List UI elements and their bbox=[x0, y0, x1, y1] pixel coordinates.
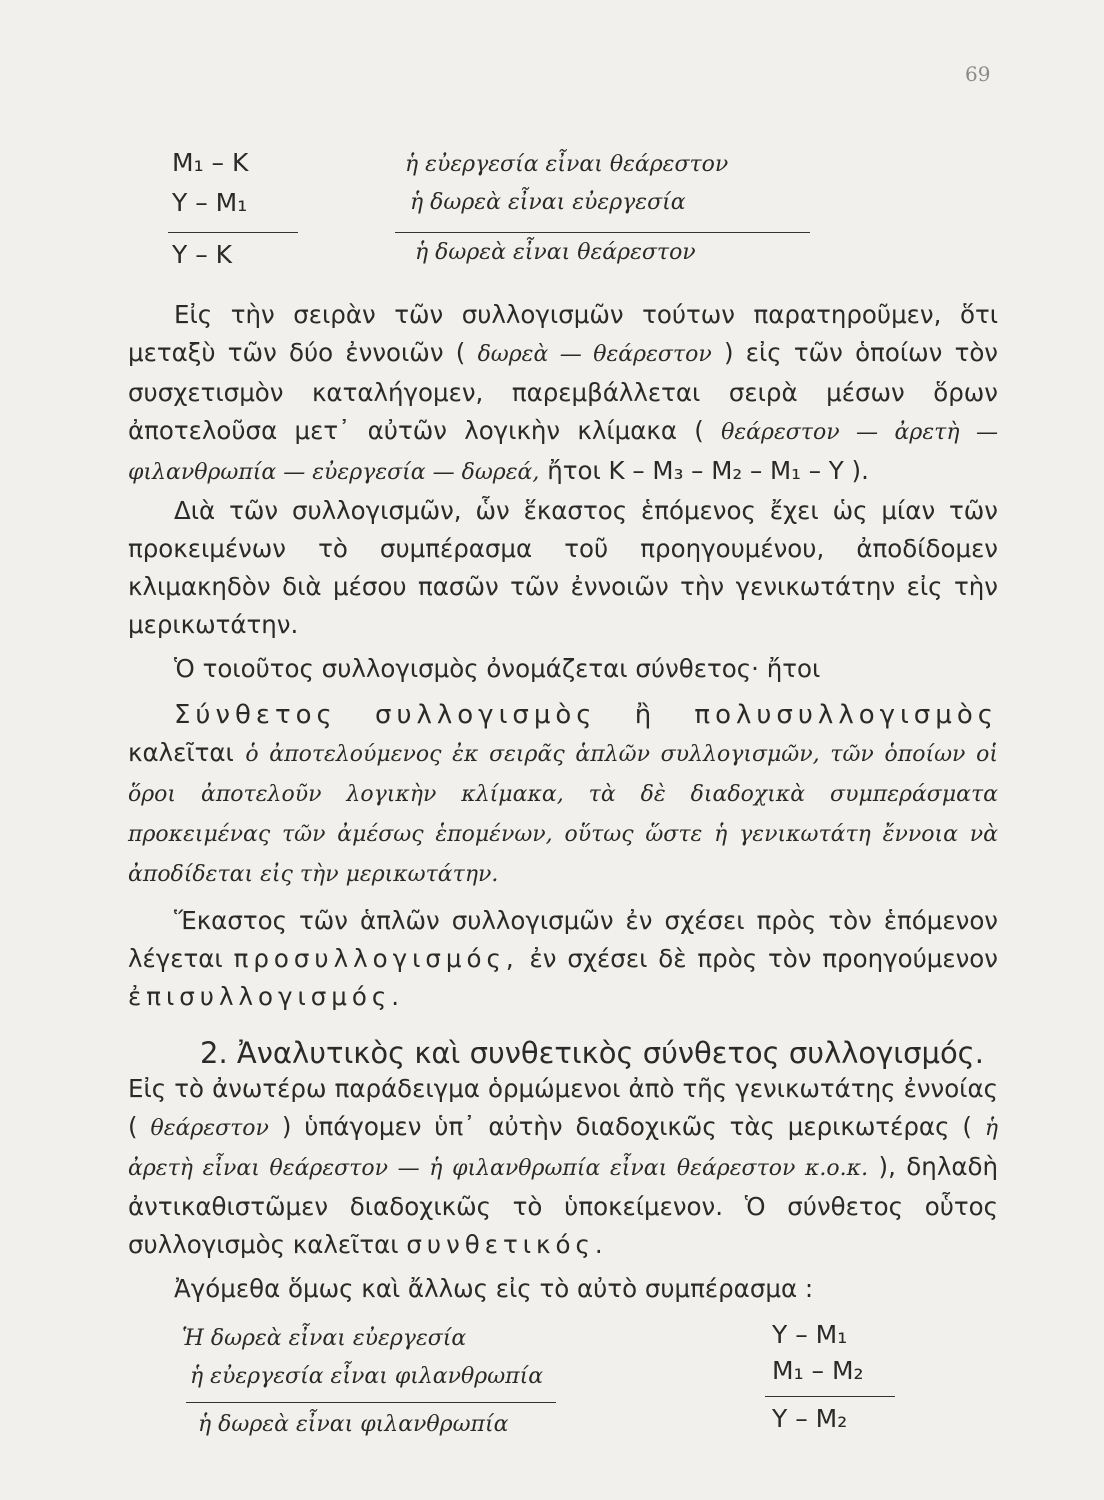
syllogism-statement: ἡ εὐεργεσία εἶναι θεάρεστον bbox=[405, 152, 729, 177]
syllogism-statement: ἡ δωρεὰ εἶναι φιλανθρωπία bbox=[198, 1412, 509, 1437]
syllogism-divider-line bbox=[765, 1396, 895, 1397]
syllogism-divider-line bbox=[186, 1402, 556, 1403]
syllogism-formula: Y – M₁ bbox=[172, 188, 248, 217]
syllogism-statement: ἡ εὐεργεσία εἶναι φιλανθρωπία bbox=[190, 1364, 544, 1389]
body-text-block-1 bbox=[128, 296, 998, 1016]
definition-term: Σύνθετος συλλογισμὸς ἢ πολυσυλλογισμὸς bbox=[174, 700, 998, 730]
paragraph: Ἀγόμεθα ὅμως καὶ ἄλλως εἰς τὸ αὐτὸ συμπέρασμα : bbox=[174, 1274, 814, 1303]
syllogism-divider-line bbox=[168, 232, 298, 233]
paragraph: Διὰ τῶν συλλογισμῶν, ὧν ἕκαστος ἑπόμενος ἔχει ὡς μίαν τῶν προκειμένων τὸ συμπέρασμα τοῦ προηγουμένου, ἀποδίδομεν κλιμακηδὸν διὰ μέσου πασῶν τῶν ἐννοιῶν τὴν γενικωτάτην εἰς τὴν μερικωτάτην. bbox=[128, 496, 998, 639]
page-number: 69 bbox=[965, 62, 991, 86]
section-heading: 2. Ἀναλυτικὸς καὶ συνθετικὸς σύνθετος συλλογισμός. bbox=[200, 1036, 984, 1070]
syllogism-formula: M₁ – M₂ bbox=[772, 1356, 864, 1385]
paragraph: Ἕκαστος τῶν ἁπλῶν συλλογισμῶν ἐν σχέσει πρὸς τὸν ἑπόμενον λέγεται προσυλλογισμός, ἐν σχέσει δὲ πρὸς τὸν προηγούμενον ἐπισυλλογισμός. bbox=[128, 906, 998, 1011]
syllogism-formula: Y – M₁ bbox=[772, 1320, 848, 1349]
paragraph: Ὁ τοιοῦτος συλλογισμὸς ὀνομάζεται σύνθετος· ἤτοι bbox=[174, 654, 821, 683]
syllogism-statement: ἡ δωρεὰ εἶναι εὐεργεσία bbox=[410, 190, 686, 215]
syllogism-formula: Y – M₂ bbox=[772, 1404, 848, 1433]
syllogism-statement: Ἡ δωρεὰ εἶναι εὐεργεσία bbox=[182, 1326, 467, 1351]
paragraph: Εἰς τὸ ἀνωτέρω παράδειγμα ὁρμώμενοι ἀπὸ τῆς γενικωτάτης ἐννοίας ( θεάρεστον ) ὑπάγομεν ὑπ᾽ αὐτὴν διαδοχικῶς τὰς μερικωτέρας ( ἡ ἀρετὴ εἶναι θεάρεστον — ἡ φιλανθρωπία εἶναι θεάρεστον κ.ο.κ. ), δηλαδὴ ἀντικαθιστῶμεν διαδοχικῶς τὸ ὑποκείμενον. Ὁ σύνθετος οὗτος συλλογισμὸς καλεῖται συνθετικός. bbox=[128, 1074, 999, 1259]
definition-paragraph: Σύνθετος συλλογισμὸς ἢ πολυσυλλογισμὸς καλεῖται ὁ ἀποτελούμενος ἐκ σειρᾶς ἁπλῶν συλλογισμῶν, τῶν ὁποίων οἱ ὅροι ἀποτελοῦν λογικὴν κλίμακα, τὰ δὲ διαδοχικὰ συμπεράσματα προκειμένας τῶν ἀμέσως ἑπομένων, οὕτως ὥστε ἡ γενικωτάτη ἔννοια νὰ ἀποδίδεται εἰς τὴν μερικωτάτην. bbox=[128, 700, 998, 887]
syllogism-formula: M₁ – K bbox=[172, 148, 249, 177]
syllogism-formula: Y – K bbox=[172, 240, 233, 269]
body-text-block-2 bbox=[128, 1070, 998, 1308]
syllogism-divider-line bbox=[395, 232, 810, 233]
syllogism-statement: ἡ δωρεὰ εἶναι θεάρεστον bbox=[415, 240, 696, 265]
paragraph: Εἰς τὴν σειρὰν τῶν συλλογισμῶν τούτων παρατηροῦμεν, ὅτι μεταξὺ τῶν δύο ἐννοιῶν ( δωρεὰ — θεάρεστον ) εἰς τῶν ὁποίων τὸν συσχετισμὸν καταλήγομεν, παρεμβάλλεται σειρὰ μέσων ὅρων ἀποτελοῦσα μετ᾽ αὐτῶν λογικὴν κλίμακα ( θεάρεστον — ἀρετὴ — φιλανθρωπία — εὐεργεσία — δωρεά, ἤτοι K – M₃ – M₂ – M₁ – Y ). bbox=[128, 300, 998, 485]
